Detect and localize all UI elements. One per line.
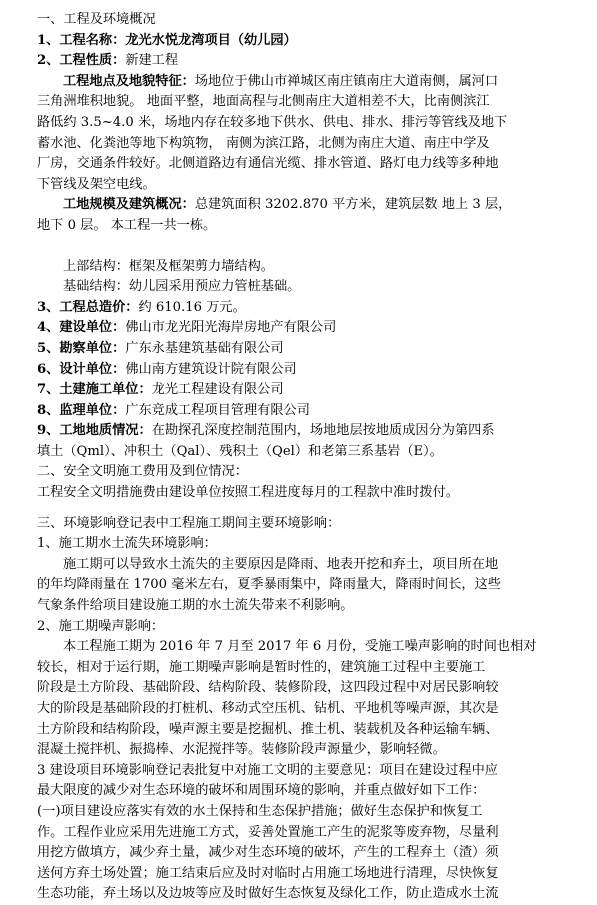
design-label: 6、设计单位： [37,361,126,377]
scale-line: 地下 0 层。 本工程一共一栋。 [37,217,217,233]
location-line: 蓄水池、化粪池等地下构筑物， 南侧为滨江路，北侧为南庄大道、南庄中学及 [37,135,490,151]
approval-opinion-line: 最大限度的减少对生态环境的破坏和周围环境的影响，并重点做好如下工作： [37,783,486,799]
section-3-heading: 三、环境影响登记表中工程施工期间主要环境影响： [37,515,341,531]
project-name-label: 1、工程名称： [37,32,126,48]
location-label: 工程地点及地貌特征： [63,73,195,89]
location-line: 路低约 3.5~4.0 米，场地内存在较多地下供水、供电、排水、排污等管线及地下 [37,114,508,130]
location-text: 场地位于佛山市禅城区南庄镇南庄大道南侧，属河口 [194,73,499,89]
supervise-label: 8、监理单位： [37,402,126,418]
soil-erosion-line: 施工期可以导致水土流失的主要原因是降雨、地表开挖和弃土，项目所在地 [63,556,499,572]
project-nature-label: 2、工程性质： [37,53,126,69]
soil-erosion-line: 的年均降雨量在 1700 毫米左右，夏季暴雨集中，降雨量大，降雨时间长，这些 [37,577,501,593]
location-line: 厂房，交通条件较好。北侧道路边有通信光缆、排水管道、路灯电力线等多种地 [37,156,499,172]
cost-label: 3、工程总造价： [37,299,139,315]
scale-text: 总建筑面积 3202.870 平方米，建筑层数 地上 3 层， [194,197,512,213]
project-name-value: 龙光水悦龙湾项目（幼儿园） [125,32,297,48]
geology-label: 9、工地地质情况： [37,423,152,439]
builder-value: 佛山市龙光阳光海岸房地产有限公司 [125,320,337,336]
civil-value: 龙光工程建设有限公司 [151,382,284,398]
builder-row [37,318,553,339]
project-nature-row [37,51,553,72]
noise-heading: 2、施工期噪声影响： [37,618,165,634]
geology-line: 填土（Qml）、冲积土（Qal）、残积土（Qel）和老第三系基岩（E）。 [37,443,443,459]
survey-label: 5、勘察单位： [37,340,126,356]
soil-erosion-heading: 1、施工期水土流失环境影响： [37,536,217,552]
cost-row [37,298,553,319]
survey-value: 广东永基建筑基础有限公司 [125,340,284,356]
project-name-row [37,31,553,52]
location-line: 下管线及架空电线。 [37,176,156,192]
section-2-heading: 二、安全文明施工费用及到位情况： [37,464,248,480]
noise-line: 较长，相对于运行期，施工期噪声影响是暂时性的，建筑施工过程中主要施工 [37,659,486,675]
supervise-row [37,401,553,422]
builder-label: 4、建设单位： [37,320,126,336]
approval-opinion-line: 3 建设项目环境影响登记表批复中对施工文明的主要意见：项目在建设过程中应 [37,762,498,778]
geology-text: 在勘探孔深度控制范围内，场地地层按地质成因分为第四系 [151,423,495,439]
location-line: 三角洲堆积地貌。 地面平整，地面高程与北侧南庄大道相差不大，比南侧滨江 [37,94,490,110]
civil-label: 7、土建施工单位： [37,382,152,398]
measure-1-line: 生态功能，弃土场以及边坡等应及时做好生态恢复及绿化工作，防止造成水土流 [37,886,499,902]
supervise-value: 广东竞成工程项目管理有限公司 [125,402,310,418]
civil-row [37,380,553,401]
foundation-structure: 基础结构：幼儿园采用预应力管桩基础。 [63,279,301,295]
measure-1-line: (一)项目建设应落实有效的水土保持和生态保护措施；做好生态保护和恢复工 [37,803,483,819]
measure-1-line: 送何方弃土场处置；施工结束后应及时对临时占用施工场地进行清理，尽快恢复 [37,865,499,881]
design-row [37,360,553,381]
noise-line: 混凝土搅拌机、振捣棒、水泥搅拌等。装修阶段声源量少，影响轻微。 [37,742,446,758]
upper-structure: 上部结构：框架及框架剪力墙结构。 [63,258,274,274]
scale-line [37,195,553,216]
soil-erosion-line: 气象条件给项目建设施工期的水土流失带来不利影响。 [37,598,354,614]
project-nature-value: 新建工程 [125,53,179,69]
location-line [37,72,553,93]
section-2-text: 工程安全文明措施费由建设单位按照工程进度每月的工程款中准时拨付。 [37,485,459,501]
cost-value: 约 610.16 万元。 [138,299,246,315]
geology-row [37,421,553,442]
design-value: 佛山南方建筑设计院有限公司 [125,361,297,377]
noise-line: 大的阶段是基础阶段的打桩机、移动式空压机、钻机、平地机等噪声源，其次是 [37,701,499,716]
section-1-heading: 一、工程及环境概况 [37,12,156,27]
measure-1-line: 作。工程作业应采用先进施工方式，妥善处置施工产生的泥浆等废弃物，尽量利 [37,824,499,840]
noise-line: 本工程施工期为 2016 年 7 月至 2017 年 6 月份，受施工噪声影响的时间也相对 [63,639,537,655]
measure-1-line: 用挖方做填方，减少弃土量，减少对生态环境的破坏，产生的工程弃土（渣）须 [37,845,499,861]
survey-row [37,339,553,360]
noise-line: 阶段是土方阶段、基础阶段、结构阶段、装修阶段，这四段过程中对居民影响较 [37,680,499,696]
noise-line: 土方阶段和结构阶段，噪声源主要是挖掘机、推土机、装载机及各种运输车辆、 [37,721,499,737]
scale-label: 工地规模及建筑概况： [63,197,195,213]
